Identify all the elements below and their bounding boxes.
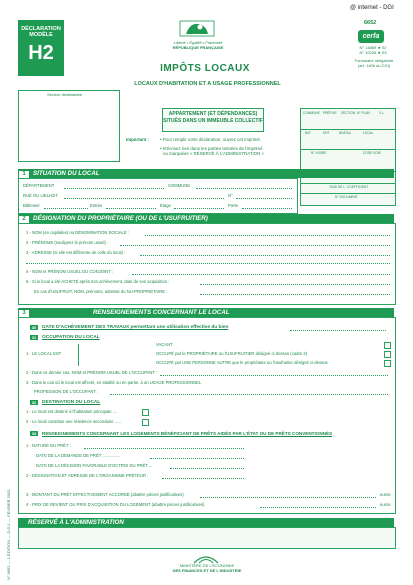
housing-cost-field[interactable] xyxy=(260,507,376,508)
marianne-icon xyxy=(178,20,216,38)
admin-grid-taxe: TAXE DE L' xyxy=(329,185,346,189)
reserve-box xyxy=(18,527,396,549)
form-code: H2 xyxy=(28,42,54,64)
appartement-line1: APPARTEMENT (ET DÉPENDANCES) xyxy=(168,111,258,117)
internet-label: @ internet - DGI xyxy=(350,5,394,11)
form-number: 6652 xyxy=(364,20,377,26)
republic-name: RÉPUBLIQUE FRANÇAISE xyxy=(172,45,224,50)
housing-cost-label: 4 - PRIX DE REVIENT OU PRIX D'ACQUISITION DU LOGEMENT (abattre pièces justificatives) xyxy=(26,502,205,507)
section-1-number: 1 xyxy=(19,171,29,178)
section-3-number: 3 xyxy=(19,310,29,317)
loan-decision-date-field[interactable] xyxy=(170,468,244,469)
loan-amount-unit: euros xyxy=(380,492,391,497)
subsection-32-title: DESTINATION DU LOCAL xyxy=(42,400,101,405)
professional-use-label: 3 - Dans le cas où le local est affecté, en totalité ou en partie, à un USAGE PROFESSIONNEL xyxy=(26,380,202,385)
owner-name-field[interactable] xyxy=(145,235,390,236)
admin-grid-voirie: N° VOIRIE xyxy=(311,151,327,155)
subsection-33-number: 33 xyxy=(31,431,37,436)
spouse-name-label: 4 - NOM et PRÉNOM USUEL DU CONJOINT : xyxy=(26,269,114,274)
acquisition-date-label: 5 - Si le local a été ACHETÉ après son achèvement, date de son acquisition : xyxy=(26,279,170,284)
ministry-name-2: DES FINANCES ET DE L'INDUSTRIE xyxy=(172,568,242,573)
etage-field[interactable] xyxy=(174,208,224,209)
cerfa-number-2: N° 10026 ★ 03 xyxy=(359,50,387,55)
owner-occupied-checkbox[interactable] xyxy=(384,351,391,358)
appartement-box xyxy=(162,108,264,132)
occupant-profession-field[interactable] xyxy=(110,394,388,395)
main-residence-label: 1 - Le local est destiné à l'habitation principale .... xyxy=(26,409,118,414)
mandatory-form-note: Formulaire obligatoire xyxy=(354,58,394,63)
section-3-title: RENSEIGNEMENTS CONCERNANT LE LOCAL xyxy=(93,309,230,316)
commune-field[interactable] xyxy=(196,188,292,189)
admin-grid-local: LOCAL xyxy=(363,131,374,135)
main-residence-checkbox[interactable] xyxy=(142,409,149,416)
housing-cost-unit: euros xyxy=(380,502,391,507)
numero-field[interactable] xyxy=(236,198,292,199)
admin-grid-vl: V.L. xyxy=(379,111,385,115)
loan-request-date-field[interactable] xyxy=(150,458,244,459)
ministry-name-1: MINISTÈRE DE L'ÉCONOMIE xyxy=(179,563,235,568)
loan-request-date-label: DATE DE LA DEMANDE DE PRÊT ............... xyxy=(36,453,120,458)
important-note-3: ou marquées « RÉSERVÉ À L'ADMINISTRATION » xyxy=(163,151,264,156)
important-note-1: • Pour remplir votre déclaration, ouvrez cet imprimé. xyxy=(160,137,262,142)
other-occupied-checkbox[interactable] xyxy=(384,360,391,367)
service-box xyxy=(18,90,120,162)
admin-grid-code-voie: CODE VOIE xyxy=(363,151,381,155)
batiment-field[interactable] xyxy=(44,208,88,209)
important-note-2: • N'écrivez rien dans les parties teintées de l'imprimé xyxy=(160,146,263,151)
page-subtitle: LOCAUX D'HABITATION ET A USAGE PROFESSIONNEL xyxy=(134,81,281,87)
owner-name-label: 1 - NOM (en capitales) ou DÉNOMINATION SOCIALE : xyxy=(26,230,130,235)
entree-label: Entrée xyxy=(90,203,103,208)
batiment-label: Bâtiment xyxy=(23,203,40,208)
cerfa-number: N° 14869 ★ 02 xyxy=(359,45,387,50)
occupant-name-field[interactable] xyxy=(160,375,388,376)
page-title: IMPÔTS LOCAUX xyxy=(160,63,250,74)
usufruct-field[interactable] xyxy=(200,294,390,295)
completion-date-field[interactable] xyxy=(290,330,386,331)
occupant-profession-label: PROFESSION DE L'OCCUPANT : xyxy=(34,389,99,394)
reserve-header: RÉSERVÉ À L'ADMINISTRATION xyxy=(18,518,394,527)
section-3-header xyxy=(18,308,394,317)
section-1-title: SITUATION DU LOCAL xyxy=(33,170,100,177)
vacant-label: VACANT xyxy=(156,342,173,347)
subsection-31-number: 31 xyxy=(31,335,37,340)
spouse-name-field[interactable] xyxy=(132,274,390,275)
cgi-article-note: (art. 1406 du CGI) xyxy=(357,63,391,68)
loan-nature-label: 1 - NATURE DU PRÊT : xyxy=(26,443,71,448)
owner-address-label: 3 - ADRESSE (si elle est différente de celle du local) : xyxy=(26,250,126,255)
subsection-30-title: DATE D'ACHÈVEMENT DES TRAVAUX permettant une utilisation effective du bien xyxy=(42,325,229,330)
subsection-33-title: RENSEIGNEMENTS CONCERNANT LES LOGEMENTS BÉNÉFICIANT DE PRÊTS AIDÉS PAR L'ÉTAT OU DE PRÊTS CONVENTIONNÉS xyxy=(42,431,333,436)
loan-amount-label: 3 - MONTANT DU PRÊT EFFECTIVEMENT ACCORDÉ (abattre pièces justificatives) xyxy=(26,492,184,497)
subsection-32-number: 32 xyxy=(31,400,37,405)
occupant-name-label: 2 - Dans ce dernier cas, NOM et PRÉNOM USUEL DE L'OCCUPANT : xyxy=(26,370,158,375)
admin-grid-coefficient: COEFFICIENT xyxy=(347,185,369,189)
appartement-line2: SITUÉS DANS UN IMMEUBLE COLLECTIF xyxy=(163,118,263,124)
section-1-header xyxy=(18,169,394,178)
secondary-residence-checkbox[interactable] xyxy=(142,419,149,426)
section-2-title: DÉSIGNATION DU PROPRIÉTAIRE (OU DE L'USUFRUITIER) xyxy=(33,215,208,222)
acquisition-date-field[interactable] xyxy=(200,284,390,285)
section-2-number: 2 xyxy=(19,216,29,223)
loan-decision-date-label: DATE DE LA DÉCISION FAVORABLE D'OCTROI DU PRÊT ... xyxy=(36,463,153,468)
service-label: Service destinataire xyxy=(47,92,83,97)
porte-label: Porte xyxy=(228,203,239,208)
loan-nature-field[interactable] xyxy=(84,448,244,449)
rue-label: RUE OU LIEU-DIT xyxy=(23,193,58,198)
owner-address-field-2[interactable] xyxy=(26,263,390,264)
owner-address-field[interactable] xyxy=(140,255,390,256)
cerfa-logo: cerfa xyxy=(358,30,384,43)
section-3-box xyxy=(18,317,396,514)
subsection-31-title: OCCUPATION DU LOCAL xyxy=(42,335,100,340)
owner-firstnames-label: 2 - PRÉNOMS (soulignez le prénom usuel) : xyxy=(26,240,109,245)
local-status-label: 1 - LE LOCAL EST xyxy=(26,351,62,356)
vacant-checkbox[interactable] xyxy=(384,342,391,349)
admin-grid-plan: N° PLAN xyxy=(357,111,370,115)
admin-grid-document: N° DOCUMENT xyxy=(335,195,358,199)
side-edition-text: N° 6652 — 1 ÉDITION — D.G.I. — FÉVRIER 2002 xyxy=(6,489,11,580)
other-occupied-label: OCCUPÉ par UNE PERSONNE AUTRE que le propriétaire ou l'usufruitier désigné ci-dessus xyxy=(156,360,328,365)
admin-grid xyxy=(300,108,396,206)
lender-field[interactable] xyxy=(162,478,244,479)
lender-label: 2 - DÉSIGNATION ET ADRESSE DE L'ORGANISME PRÊTEUR : xyxy=(26,473,149,478)
departement-label: DÉPARTEMENT xyxy=(23,183,55,188)
model-label: MODÈLE xyxy=(29,32,53,38)
loan-amount-field[interactable] xyxy=(200,497,376,498)
departement-field[interactable] xyxy=(64,188,164,189)
owner-occupied-label: OCCUPÉ par le PROPRIÉTAIRE ou l'USUFRUITIER désigné ci-dessus (cadre 2) xyxy=(156,351,308,356)
republic-motto: Liberté • Égalité • Fraternité xyxy=(173,40,223,45)
status-bracket xyxy=(78,344,79,366)
commune-label: COMMUNE xyxy=(168,183,191,188)
subsection-30-number: 30 xyxy=(31,325,37,330)
porte-field[interactable] xyxy=(242,208,292,209)
usufruct-label: En cas d'USUFRUIT, NOM, prénoms, adresse du NU-PROPRIÉTAIRE : xyxy=(34,289,168,294)
admin-grid-prefix: PRÉFIXE xyxy=(323,111,337,115)
admin-grid-bat: BAT xyxy=(305,131,311,135)
section-2-header xyxy=(18,214,394,223)
form-model-box xyxy=(18,20,64,76)
owner-firstnames-field[interactable] xyxy=(120,245,390,246)
declaration-label: DÉCLARATION xyxy=(21,26,61,32)
secondary-residence-label: 2 - Le local constitue une résidence secondaire ...... xyxy=(26,419,122,424)
marianne-logo xyxy=(178,20,216,38)
etage-label: Étage xyxy=(160,203,171,208)
admin-grid-ent: ENT xyxy=(323,131,330,135)
numero-label: N° xyxy=(228,193,233,198)
admin-grid-commune: COMMUNE xyxy=(303,111,320,115)
entree-field[interactable] xyxy=(106,208,156,209)
important-label: Important : xyxy=(126,137,149,142)
admin-grid-section: SECTION xyxy=(341,111,356,115)
admin-grid-niveau: NIVEAU xyxy=(339,131,351,135)
rue-field[interactable] xyxy=(64,198,224,199)
